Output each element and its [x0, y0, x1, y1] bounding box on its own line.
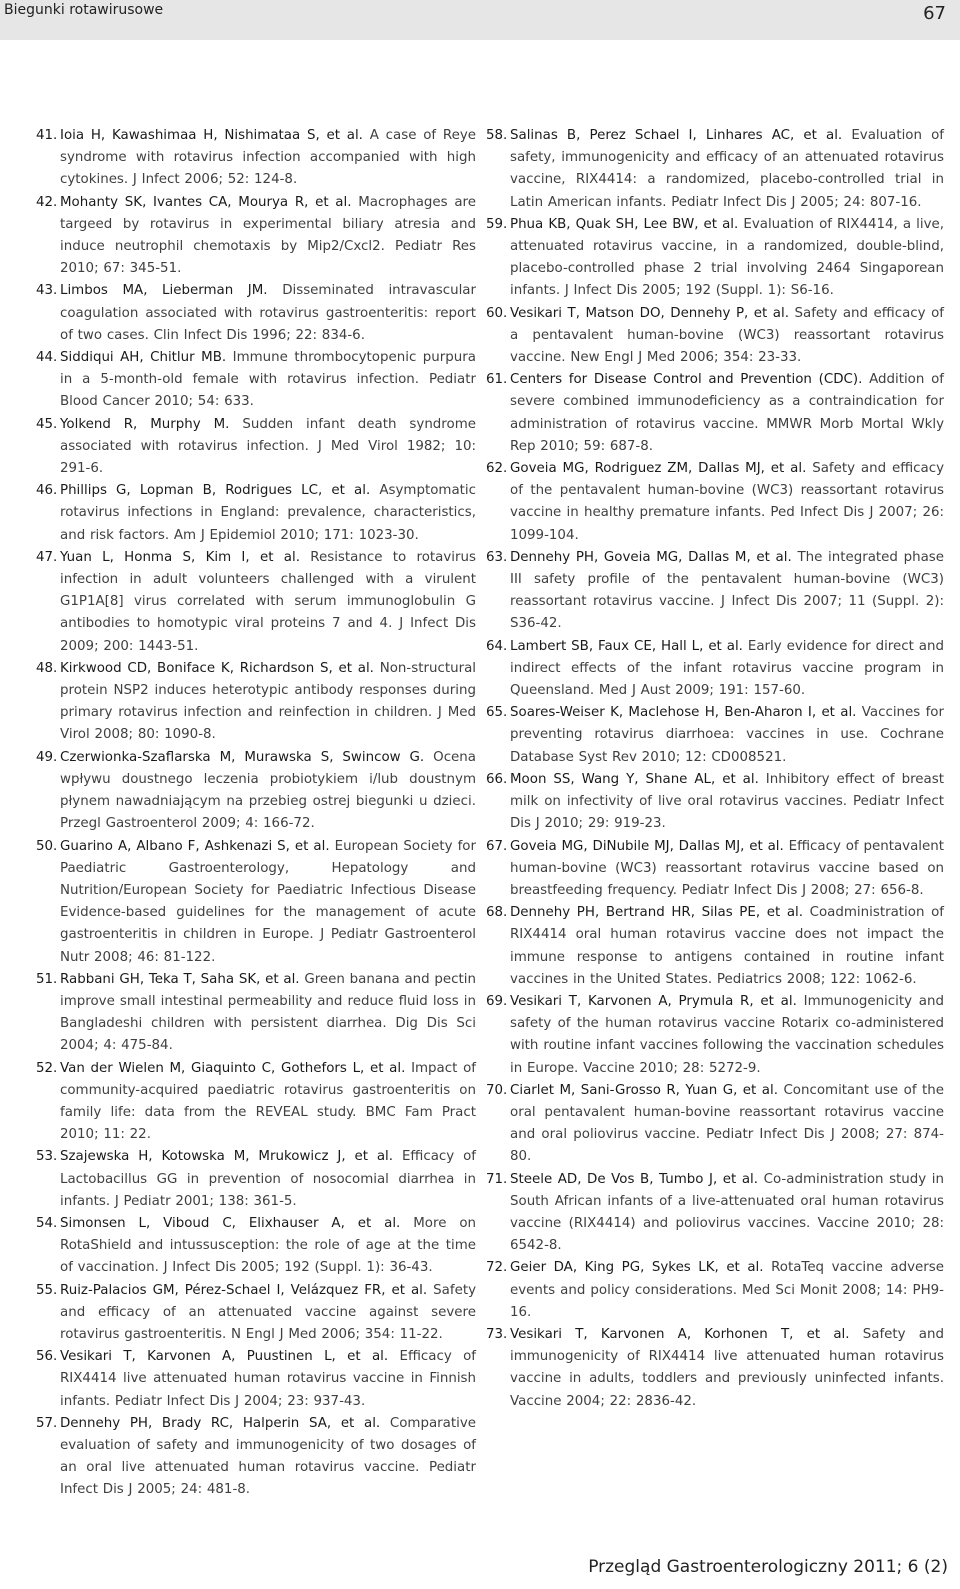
reference-number: 60. [486, 305, 508, 321]
page-header [0, 0, 960, 40]
reference-number: 71. [486, 1171, 508, 1187]
reference-details: Efficacy of Lactobacillus GG in prevention of nosocomial diarrhea in infants. J Pediatr 2001; 138: 361-5. [60, 1149, 476, 1209]
reference-details: Safety and immunogenicity of RIX4414 live attenuated human rotavirus vaccine in adults, toddlers and previously uninfected infants. Vaccine 2004; 22: 2836-42. [510, 1326, 944, 1409]
reference-authors: Ioia H, Kawashimaa H, Nishimataa S, et al. [60, 128, 363, 143]
reference-details: Early evidence for direct and indirect effects of the infant rotavirus vaccine program in Queensland. Med J Aust 2009; 191: 157-60. [510, 638, 944, 699]
reference-authors: Steele AD, De Vos B, Tumbo J, et al. [510, 1171, 759, 1187]
reference-number: 47. [36, 549, 58, 565]
reference-number: 52. [36, 1060, 58, 1076]
reference-details: Vaccines for preventing rotavirus diarrhoea: vaccines in use. Cochrane Database Syst Rev 2010; 12: CD008521. [510, 705, 944, 765]
reference-details: Immunogenicity and safety of the human rotavirus vaccine Rotarix co-administered with routine infant vaccines following the vaccination schedules in Europe. Vaccine 2010; 28: 5272-9. [510, 993, 944, 1076]
reference-number: 55. [36, 1282, 58, 1298]
reference-number: 53. [36, 1149, 58, 1165]
reference-number: 63. [486, 549, 508, 565]
reference-details: Immune thrombocytopenic purpura in a 5-month-old female with rotavirus infection. Pediatr Blood Cancer 2010; 54: 633. [60, 350, 476, 410]
reference-item [486, 547, 944, 636]
reference-item [486, 1169, 944, 1258]
reference-details: Asymptomatic rotavirus infections in England: prevalence, characteristics, and risk factors. Am J Epidemiol 2010; 171: 1023-30. [60, 483, 476, 543]
reference-number: 57. [36, 1415, 58, 1431]
reference-item [36, 1280, 476, 1347]
reference-number: 51. [36, 971, 58, 987]
reference-authors: Rabbani GH, Teka T, Saha SK, et al. [60, 971, 300, 987]
reference-item [36, 414, 476, 481]
reference-details: Evaluation of RIX4414, a live, attenuated rotavirus vaccine, in a randomized, double-blind, placebo-controlled phase 2 trial involving 2464 Singaporean infants. J Infect Dis 2005; 192 (Suppl. 1): S6-16. [510, 216, 944, 299]
reference-authors: Centers for Disease Control and Prevention (CDC). [510, 372, 863, 388]
reference-authors: Limbos MA, Lieberman JM. [60, 283, 268, 299]
reference-item [36, 1346, 476, 1413]
reference-details: Safety and efficacy of an attenuated vaccine against severe rotavirus gastroenteritis. N Engl J Med 2006; 354: 11-22. [60, 1282, 476, 1342]
reference-item [486, 836, 944, 903]
reference-number: 66. [486, 771, 508, 787]
reference-authors: Ciarlet M, Sani-Grosso R, Yuan G, et al. [510, 1082, 778, 1098]
reference-details: Safety and efficacy of the pentavalent human-bovine (WC3) reassortant rotavirus vaccine in healthy premature infants. Ped Infect Dis J 2007; 26: 1099-104. [510, 461, 944, 543]
reference-item [486, 303, 944, 370]
reference-item [486, 125, 944, 214]
reference-number: 46. [36, 483, 58, 499]
reference-details: Sudden infant death syndrome associated with rotavirus infection. J Med Virol 1982; 10: 291-6. [60, 416, 476, 477]
reference-item [36, 480, 476, 547]
reference-authors: Yuan L, Honma S, Kim I, et al. [60, 549, 300, 565]
reference-item [486, 769, 944, 836]
reference-details: Efficacy of pentavalent human-bovine (WC3) reassortant rotavirus vaccine based on breastfeeding frequency. Pediatr Infect Dis J 2008; 27: 656-8. [510, 838, 944, 898]
reference-details: Concomitant use of the oral pentavalent human-bovine reassortant rotavirus vaccine and oral poliovirus vaccine. Pediatr Infect Dis J 2008; 27: 874-80. [510, 1082, 944, 1165]
reference-number: 48. [36, 660, 58, 676]
reference-item [36, 347, 476, 414]
reference-number: 72. [486, 1260, 508, 1276]
reference-authors: Szajewska H, Kotowska M, Mrukowicz J, et al. [60, 1149, 394, 1165]
reference-number: 65. [486, 705, 508, 721]
reference-item [36, 747, 476, 836]
reference-authors: Dennehy PH, Brady RC, Halperin SA, et al. [60, 1415, 381, 1431]
reference-number: 42. [36, 194, 58, 210]
reference-details: The integrated phase III safety profile of the pentavalent human-bovine (WC3) reassortant rotavirus vaccine. J Infect Dis 2007; 11 (Suppl. 2): S36-42. [510, 549, 944, 632]
reference-authors: Moon SS, Wang Y, Shane AL, et al. [510, 771, 759, 787]
reference-authors: Guarino A, Albano F, Ashkenazi S, et al. [60, 838, 330, 854]
reference-number: 44. [36, 350, 58, 366]
reference-authors: Vesikari T, Matson DO, Dennehy P, et al. [510, 305, 789, 321]
references-right-column [486, 125, 944, 1413]
reference-number: 43. [36, 283, 58, 299]
reference-number: 50. [36, 838, 58, 854]
reference-authors: Goveia MG, Rodriguez ZM, Dallas MJ, et al. [510, 461, 807, 477]
reference-number: 64. [486, 638, 508, 654]
reference-authors: Kirkwood CD, Boniface K, Richardson S, et al. [60, 660, 374, 676]
journal-footer: Przegląd Gastroenterologiczny 2011; 6 (2) [588, 1557, 948, 1577]
reference-authors: Geier DA, King PG, Sykes LK, et al. [510, 1260, 764, 1276]
reference-number: 61. [486, 372, 508, 388]
reference-number: 56. [36, 1349, 58, 1365]
reference-details: Comparative evaluation of safety and immunogenicity of two dosages of an oral live attenuated human rotavirus vaccine. Pediatr Infect Dis J 2005; 24: 481-8. [60, 1415, 476, 1498]
reference-authors: Phillips G, Lopman B, Rodrigues LC, et al. [60, 483, 371, 499]
reference-details: European Society for Paediatric Gastroenterology, Hepatology and Nutrition/European Society for Paediatric Infectious Disease Evidence-based guidelines for the management of acute gastroenteritis in children in Europe. J Pediatr Gastroenterol Nutr 2008; 46: 81-122. [60, 838, 476, 965]
reference-details: Non-structural protein NSP2 induces heterotypic antibody responses during primary rotavirus infection and reinfection in children. J Med Virol 2008; 80: 1090-8. [60, 660, 476, 743]
reference-number: 62. [486, 461, 508, 477]
reference-item [36, 547, 476, 658]
reference-details: Green banana and pectin improve small intestinal permeability and reduce fluid loss in Bangladeshi children with persistent diarrhea. Dig Dis Sci 2004; 4: 475-84. [60, 971, 476, 1054]
reference-number: 68. [486, 905, 508, 921]
reference-details: Efficacy of RIX4414 live attenuated human rotavirus vaccine in Finnish infants. Pediatr Infect Dis J 2004; 23: 937-43. [60, 1349, 476, 1409]
reference-number: 69. [486, 993, 508, 1009]
reference-item [486, 636, 944, 703]
reference-number: 41. [36, 128, 58, 143]
reference-item [486, 702, 944, 769]
reference-authors: Yolkend R, Murphy M. [60, 416, 230, 432]
reference-item [486, 458, 944, 547]
reference-details: Inhibitory effect of breast milk on infectivity of live oral rotavirus vaccines. Pediatr Infect Dis J 2010; 29: 919-23. [510, 771, 944, 832]
reference-authors: Vesikari T, Karvonen A, Puustinen L, et al. [60, 1349, 389, 1365]
reference-details: Safety and efficacy of a pentavalent human-bovine (WC3) reassortant rotavirus vaccine. New Engl J Med 2006; 354: 23-33. [510, 305, 944, 366]
reference-item [486, 1324, 944, 1413]
reference-item [36, 969, 476, 1058]
reference-authors: Phua KB, Quak SH, Lee BW, et al. [510, 216, 739, 232]
reference-number: 54. [36, 1215, 58, 1231]
reference-authors: Ruiz-Palacios GM, Pérez-Schael I, Velázquez FR, et al. [60, 1282, 428, 1298]
reference-details: Macrophages are targeed by rotavirus in experimental biliary atresia and induce neutrophil chemotaxis by Mip2/Cxcl2. Pediatr Res 2010; 67: 345-51. [60, 194, 476, 277]
reference-details: More on RotaShield and intussusception: the role of age at the time of vaccination. J Infect Dis 2005; 192 (Suppl. 1): 36-43. [60, 1215, 477, 1276]
reference-authors: Vesikari T, Karvonen A, Prymula R, et al. [510, 993, 797, 1009]
reference-authors: Goveia MG, DiNubile MJ, Dallas MJ, et al. [510, 838, 784, 854]
reference-number: 49. [36, 749, 58, 765]
running-title: Biegunki rotawirusowe [4, 2, 164, 18]
reference-item [486, 1257, 944, 1324]
reference-item [36, 658, 476, 747]
reference-item [36, 836, 476, 969]
reference-number: 58. [486, 128, 508, 143]
reference-item [486, 1080, 944, 1169]
reference-authors: Vesikari T, Karvonen A, Korhonen T, et al. [510, 1326, 850, 1342]
reference-authors: Mohanty SK, Ivantes CA, Mourya R, et al. [60, 194, 352, 210]
reference-details: Addition of severe combined immunodeficiency as a contraindication for administration of rotavirus vaccine. MMWR Morb Mortal Wkly Rep 2010; 59: 687-8. [510, 372, 944, 454]
reference-authors: Siddiqui AH, Chitlur MB. [60, 350, 227, 366]
reference-details: Disseminated intravascular coagulation associated with rotavirus gastroenteritis: report of two cases. Clin Infect Dis 1996; 22: 834-6. [60, 283, 477, 343]
reference-details: Coadministration of RIX4414 oral human rotavirus vaccine does not impact the immune response to antigens contained in routine infant vaccines in the United States. Pediatrics 2008; 122: 1062-6. [510, 905, 944, 987]
reference-item [486, 991, 944, 1080]
reference-number: 70. [486, 1082, 508, 1098]
reference-number: 59. [486, 216, 508, 232]
reference-authors: Lambert SB, Faux CE, Hall L, et al. [510, 638, 743, 654]
reference-details: Co-administration study in South African infants of a live-attenuated oral human rotavirus vaccine (RIX4414) and poliovirus vaccines. Vaccine 2010; 28: 6542-8. [510, 1171, 944, 1254]
reference-authors: Dennehy PH, Bertrand HR, Silas PE, et al. [510, 905, 804, 921]
reference-authors: Dennehy PH, Goveia MG, Dallas M, et al. [510, 549, 792, 565]
reference-item [36, 1413, 476, 1502]
reference-details: Ocena wpływu doustnego leczenia probiotykiem i/lub doustnym płynem nawadniającym na przebieg ostrej biegunki u dzieci. Przegl Gastroenterol 2009; 4: 166-72. [60, 749, 476, 832]
reference-details: Impact of community-acquired paediatric rotavirus gastroenteritis on family life: data from the REVEAL study. BMC Fam Pract 2010; 11: 22. [60, 1060, 476, 1143]
reference-details: RotaTeq vaccine adverse events and policy considerations. Med Sci Monit 2008; 14: PH9-16. [510, 1260, 944, 1320]
reference-item [486, 214, 944, 303]
reference-item [36, 280, 476, 347]
page-number: 67 [923, 3, 946, 24]
reference-authors: Van der Wielen M, Giaquinto C, Gothefors L, et al. [60, 1060, 406, 1076]
reference-authors: Simonsen L, Viboud C, Elixhauser A, et al. [60, 1215, 401, 1231]
reference-number: 67. [486, 838, 508, 854]
reference-number: 73. [486, 1326, 508, 1342]
reference-authors: Soares-Weiser K, Maclehose H, Ben-Aharon I, et al. [510, 705, 857, 721]
reference-authors: Salinas B, Perez Schael I, Linhares AC, et al. [510, 128, 843, 143]
reference-details: A case of Reye syndrome with rotavirus infection accompanied with high cytokines. J Infect 2006; 52: 124-8. [60, 128, 476, 188]
reference-details: Evaluation of safety, immunogenicity and efficacy of an attenuated rotavirus vaccine, RIX4414: a randomized, placebo-controlled trial in Latin American infants. Pediatr Infect Dis J 2005; 24: 807-16. [510, 128, 944, 210]
reference-item [36, 125, 476, 192]
reference-item [486, 902, 944, 991]
reference-item [36, 192, 476, 281]
reference-item [36, 1146, 476, 1213]
reference-item [486, 369, 944, 458]
reference-details: Resistance to rotavirus infection in adult volunteers challenged with a virulent G1P1A[8] virus correlated with serum immunoglobulin G antibodies to homotypic viral proteins 7 and 4. J Infect Dis 2009; 200: 1443-51. [60, 549, 476, 654]
reference-number: 45. [36, 416, 58, 432]
reference-authors: Czerwionka-Szaflarska M, Murawska S, Swincow G. [60, 749, 425, 765]
references-left-column [36, 125, 476, 1502]
reference-item [36, 1058, 476, 1147]
reference-item [36, 1213, 476, 1280]
